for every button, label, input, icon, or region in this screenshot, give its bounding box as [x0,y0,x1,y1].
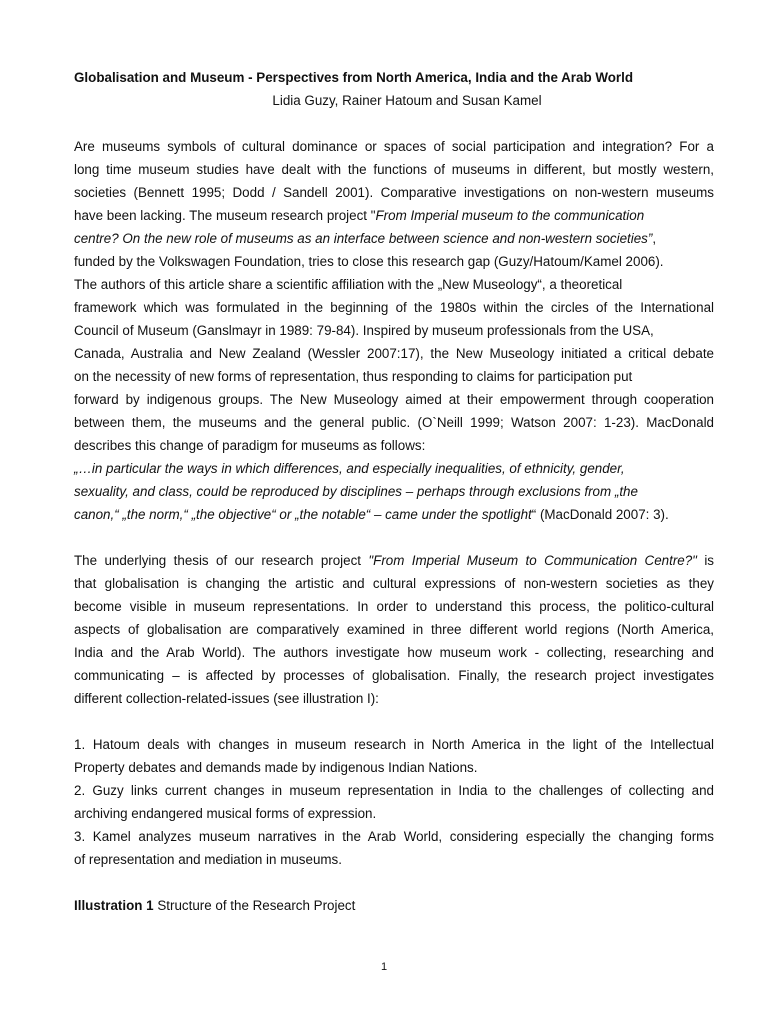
project-title-italic: "From Imperial Museum to Communication Centre?" [368,553,697,568]
text-line: that globalisation is changing the artistic and cultural expressions of non-western societies as they [74,576,714,591]
text-line: forward by indigenous groups. The New Museology aimed at their empowerment through cooperation [74,392,714,407]
text-line: long time museum studies have dealt with the functions of museums in different, but mostly western, [74,162,714,177]
text-line: framework which was formulated in the beginning of the 1980s within the circles of the International [74,300,714,315]
text-line: Council of Museum (Ganslmayr in 1989: 79-84). Inspired by museum professionals from the USA, [74,323,654,338]
quote-italic: canon,“ „the norm,“ „the objective“ or „the notable“ – came under the spotlight [74,507,532,522]
text-line: communicating – is affected by processes of globalisation. Finally, the research project investigates [74,668,714,683]
paragraph-intro [74,135,714,526]
text-line: The authors of this article share a scientific affiliation with the „New Museology“, a theoretical [74,277,623,292]
numbered-list [74,733,714,871]
project-title-italic: From Imperial museum to the communication [375,208,645,223]
list-item-line: 3. Kamel analyzes museum narratives in the Arab World, considering especially the changing forms [74,829,714,844]
text-line: societies (Bennett 1995; Dodd / Sandell 2001). Comparative investigations on non-western museums [74,185,714,200]
spacer [74,871,714,894]
illustration-caption [74,894,714,917]
text-line [74,227,714,250]
text-segment: is [696,553,714,568]
document-page [74,66,714,917]
text-line: become visible in museum representations. In order to understand this process, the politico-cultural [74,599,714,614]
text-line [74,549,714,572]
text-line [74,204,714,227]
list-item-line: archiving endangered musical forms of expression. [74,806,377,821]
quote-line: sexuality, and class, could be reproduced by disciplines – perhaps through exclusions from „the [74,484,638,499]
text-segment: The underlying thesis of our research project [74,553,369,568]
text-line: funded by the Volkswagen Foundation, tries to close this research gap (Guzy/Hatoum/Kamel 2006). [74,254,664,269]
illustration-label: Illustration 1 [74,898,154,913]
list-item-line: 2. Guzy links current changes in museum representation in India to the challenges of collecting and [74,783,714,798]
paragraph-thesis [74,549,714,710]
text-line: Canada, Australia and New Zealand (Wessler 2007:17), the New Museology initiated a critical debate [74,346,714,361]
list-item-line: 1. Hatoum deals with changes in museum research in North America in the light of the Intellectual [74,737,714,752]
text-line: different collection-related-issues (see illustration I): [74,691,379,706]
text-segment: have been lacking. The museum research project " [74,208,376,223]
text-line: on the necessity of new forms of representation, thus responding to claims for participation put [74,369,633,384]
text-line: India and the Arab World). The authors investigate how museum work - collecting, researching and [74,645,714,660]
spacer [74,710,714,733]
quote-citation: “ (MacDonald 2007: 3). [531,507,669,522]
text-line: aspects of globalisation are comparatively examined in three different world regions (North America, [74,622,714,637]
spacer [74,112,714,135]
list-item-line: of representation and mediation in museums. [74,852,342,867]
illustration-caption-text: Structure of the Research Project [153,898,356,913]
text-line: describes this change of paradigm for museums as follows: [74,438,426,453]
quote-line [74,503,714,526]
quote-line: „…in particular the ways in which differences, and especially inequalities, of ethnicity, gender, [74,461,625,476]
document-title: Globalisation and Museum - Perspectives from North America, India and the Arab World [74,70,634,85]
document-authors: Lidia Guzy, Rainer Hatoum and Susan Kamel [272,93,542,108]
project-title-italic: centre? On the new role of museums as an interface between science and non-western societies” [74,231,653,246]
spacer [74,526,714,549]
text-line: between them, the museums and the general public. (O`Neill 1999; Watson 2007: 1-23). MacDonald [74,415,714,430]
text-line: Are museums symbols of cultural dominance or spaces of social participation and integration? For a [74,139,714,154]
page-number: 1 [380,961,388,973]
text-segment: , [652,231,657,246]
list-item-line: Property debates and demands made by indigenous Indian Nations. [74,760,478,775]
